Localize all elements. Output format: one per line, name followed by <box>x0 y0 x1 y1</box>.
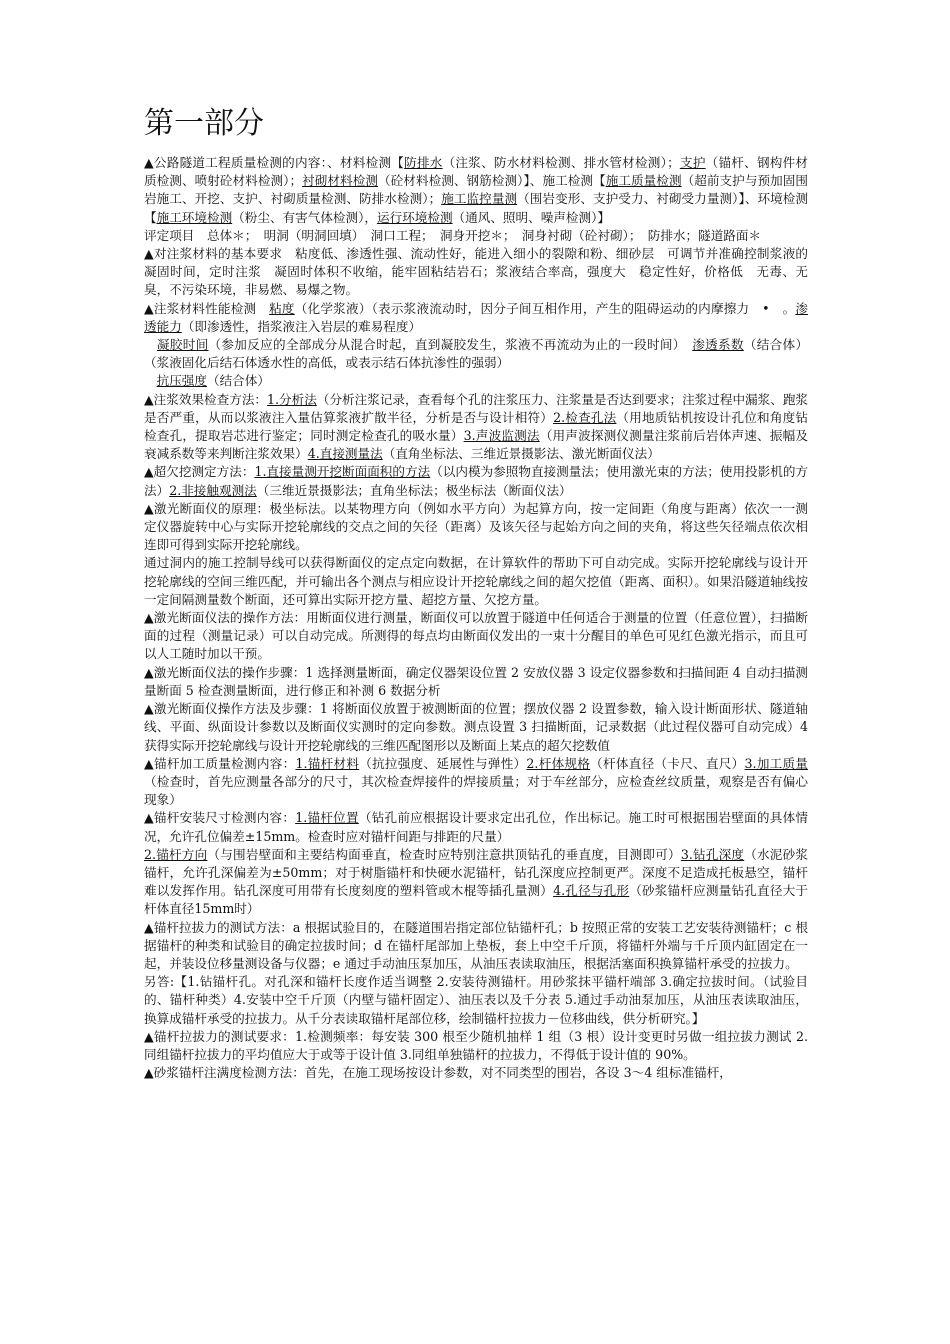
text-run <box>144 373 157 388</box>
paragraph <box>144 1064 808 1082</box>
paragraph <box>144 300 808 336</box>
underlined-term: 支护 <box>679 155 706 170</box>
underlined-term: 渗透能力 <box>144 300 808 334</box>
text-run: ▲注浆效果检查方法： <box>144 391 268 407</box>
underlined-term: 2.锚杆方向 <box>144 846 208 862</box>
text-run: ▲激光断面仪的原理：极坐标法。以某物理方向（例如水平方向）为起算方向，按一定间距（角度与距离）依次一一测定仪器旋转中心与实际开挖轮廓线的交点之间的矢径（距离）及该矢径与起始方向之间的夹角，将这些矢径端点依次相连即可得到实际开挖轮廓线。 <box>144 500 808 553</box>
underlined-term: 粘度 <box>269 300 295 316</box>
text-run: （抗拉强度、延展性与弹性） <box>359 755 527 771</box>
underlined-term: 渗透系数 <box>692 337 744 353</box>
text-run: （通风、照明、噪声检测）】 <box>452 209 610 225</box>
text-run: （砼材料检测、钢筋检测）】、施工检测【 <box>378 173 606 189</box>
underlined-term: 2.非接触观测法 <box>169 482 257 498</box>
paragraph <box>144 463 808 499</box>
paragraph <box>144 664 808 700</box>
text-run: （与围岩壁面和主要结构面垂直，检查时应特别注意拱顶钻孔的垂直度，目测即可） <box>207 846 681 862</box>
text-run: （三维近景摄影法；直角坐标法；极坐标法（断面仪法） <box>256 482 572 498</box>
paragraph <box>144 700 808 755</box>
underlined-term: 1.锚杆位置 <box>295 810 359 826</box>
underlined-term: 2.检查孔法 <box>553 409 617 425</box>
underlined-term: 3.声波监测法 <box>463 428 540 444</box>
paragraph <box>144 554 808 609</box>
paragraph <box>144 245 808 300</box>
paragraph <box>144 227 808 245</box>
text-run: ▲锚杆拉拔力的测试要求：1.检测频率：每安装 300 根至少随机抽样 1 组（3 根）设计变更时另做一组拉拔力测试 2.同组锚杆拉拔力的平均值应大于或等于设计值 3.同组单独锚杆的拉拔力，不得低于设计值的 90%。 <box>144 1028 808 1062</box>
underlined-term: 1.直接量测开挖断面面积的方法 <box>254 464 431 480</box>
page-title: 第一部分 <box>144 106 264 141</box>
text-run: （水泥砂浆锚杆，允许孔深偏差为±50mm；对于树脂锚杆和快硬水泥锚杆，钻孔深度应控制更严。深度不足造成托板悬空，锚杆难以发挥作用。钻孔深度可用带有长度刻度的塑料管或木棍等插孔量测） <box>144 846 808 899</box>
paragraph <box>144 1028 808 1064</box>
underlined-term: 3.钻孔深度 <box>680 846 745 862</box>
text-run: ▲激光断面仪法的操作步骤：1 选择测量断面，确定仪器架设位置 2 安放仪器 3 设定仪器参数和扫描间距 4 自动扫描测量断面 5 检查测量断面，进行修正和补测 6 数据分析 <box>144 664 808 698</box>
underlined-term: 施工监控量测 <box>441 191 518 207</box>
text-run: （超前支护与预加固围岩施工、开挖、支护、衬砌质量检测、防排水检测）； <box>144 173 809 207</box>
text-run: （参加反应的全部成分从混合时起，直到凝胶发生，浆液不再流动为止的一段时间） <box>208 337 693 353</box>
text-run: （分析注浆记录，查看每个孔的注浆压力、注浆量是否达到要求；注浆过程中漏浆、跑浆是否严重，从而以浆液注入量估算浆液扩散半径，分析是否与设计相符） <box>144 391 808 425</box>
text-run: ▲锚杆拉拔力的测试方法：a 根据试验目的，在隧道围岩指定部位钻锚杆孔；b 按照正常的安装工艺安装待测锚杆；c 根据锚杆的种类和试验目的确定拉拔时间；d 在锚杆尾部加上垫板，套上中空千斤顶，将锚杆外端与千斤顶内缸固定在一起，并装设位移量测设备与仪器；e 通过手动油压泵加压，从油压表读取油压，根据活塞面积换算锚杆承受的拉拔力。 <box>144 919 808 971</box>
text-run: （用地质钻机按设计孔位和角度钻检查孔，提取岩芯进行鉴定；同时测定检查孔的吸水量） <box>144 409 808 444</box>
paragraph <box>144 609 808 664</box>
text-run: （砂浆锚杆应测量钻孔直径大于杆体直径15mm时） <box>144 883 808 917</box>
underlined-term: 运行环境检测 <box>376 209 453 225</box>
underlined-term: 防排水 <box>404 155 443 170</box>
text-run: （钻孔前应根据设计要求定出孔位，作出标记。施工时可根据围岩壁面的具体情况，允许孔位偏差±15mm。检查时应对锚杆间距与排距的尺量） <box>144 810 809 844</box>
text-run: （以内模为参照物直接测量法；使用激光束的方法；使用投影机的方法） <box>144 464 808 498</box>
text-run: （结合体） <box>206 373 270 389</box>
underlined-term: 2.杆体规格 <box>526 755 591 771</box>
document-body <box>144 154 808 1082</box>
text-run: （结合体）（浆液固化后结石体透水性的高低，或表示结石体抗渗性的强弱） <box>144 337 809 371</box>
text-run: ▲锚杆加工质量检测内容： <box>144 755 296 771</box>
text-run: （检查时，首先应测量各部分的尺寸，其次检查焊接件的焊接质量；对于车丝部分，应检查丝纹质量，观察是否有偏心现象） <box>144 773 808 808</box>
paragraph <box>144 154 808 227</box>
underlined-term: 3.加工质量 <box>744 755 808 771</box>
underlined-term: 4.孔径与孔形 <box>553 883 630 899</box>
paragraph <box>144 372 808 390</box>
text-run: ▲激光断面仪法的操作方法：用断面仪进行测量，断面仪可以放置于隧道中任何适合于测量的位置（任意位置），扫描断面的过程（测量记录）可以自动完成。所测得的每点均由断面仪发出的一束十分醒目的单色可见红色激光指示，而且可以人工随时加以干预。 <box>144 610 808 662</box>
paragraph <box>144 391 808 464</box>
paragraph <box>144 755 808 810</box>
underlined-term: 凝胶时间 <box>156 337 209 353</box>
text-run: ▲注浆材料性能检测 <box>144 300 270 316</box>
text-run: （用声波探测仪测量注浆前后岩体声速、振幅及衰减系数等来判断注浆效果） <box>144 428 808 462</box>
text-run: ▲公路隧道工程质量检测的内容：、材料检测【 <box>144 155 405 170</box>
paragraph <box>144 809 808 845</box>
text-run <box>144 337 157 352</box>
text-run: （注浆、防水材料检测、排水管材检测）； <box>442 155 680 170</box>
paragraph <box>144 336 808 372</box>
text-run: 评定项目 总体＊； 明洞（明洞回填） 洞口工程； 洞身开挖＊； 洞身衬砌（砼衬砌）； 防排水；隧道路面＊ <box>144 227 762 243</box>
underlined-term: 施工环境检测 <box>156 209 233 225</box>
document-page <box>144 0 808 1082</box>
underlined-term: 4.直接测量法 <box>307 446 383 462</box>
underlined-term: 衬砌材料检测 <box>302 173 378 189</box>
underlined-term: 施工质量检测 <box>605 173 682 189</box>
text-run: ▲锚杆安装尺寸检测内容： <box>144 810 296 826</box>
underlined-term: 抗压强度 <box>156 373 207 389</box>
text-run: （杆体直径（卡尺、直尺） <box>590 755 745 771</box>
underlined-term: 1.分析法 <box>267 391 317 407</box>
text-run: 另答:【1.钻锚杆孔。对孔深和锚杆长度作适当调整 2.安装待测锚杆。用砂浆抹平锚杆端部 3.确定拉拔时间。（试验目的、锚杆种类）4.安装中空千斤顶（内壁与锚杆固定）、油压表以及千分表 5.通过手动油泵加压，从油压表读取油压，换算成锚杆承受的拉拔力。从千分表读取锚杆尾部位移，绘制锚杆拉拔力－位移曲线，供分析研究。】 <box>144 974 808 1026</box>
paragraph <box>144 500 808 555</box>
text-run: ▲砂浆锚杆注满度检测方法：首先，在施工现场按设计参数，对不同类型的围岩，各设 3～4 组标准锚杆， <box>144 1065 732 1081</box>
text-run: （粉尘、有害气体检测）， <box>232 209 377 225</box>
text-run: （化学浆液）（表示浆液流动时，因分子间互相作用，产生的阻碍运动的内摩擦力 • 。 <box>294 300 796 316</box>
paragraph <box>144 846 808 919</box>
text-run: ▲超欠挖测定方法： <box>144 464 255 480</box>
paragraph <box>144 973 808 1028</box>
text-run: ▲激光断面仪操作方法及步骤：1 将断面仪放置于被测断面的位置；摆放仪器 2 设置参数，输入设计断面形状、隧道轴线、平面、纵面设计参数以及断面仪实测时的定向参数。测点设置 3 扫描断面，记录数据（此过程仪器可自动完成）4 获得实际开挖轮廓线与设计开挖轮廓线的三维匹配图形以及断面上某点的超欠挖数值 <box>144 701 808 753</box>
paragraph <box>144 919 808 974</box>
text-run: （即渗透性，指浆液注入岩层的难易程度） <box>181 318 422 334</box>
text-run: （直角坐标法、三维近景摄影法、激光断面仪法） <box>382 446 660 462</box>
text-run: （围岩变形、支护受力、衬砌受力量测）】、环境检测【 <box>144 191 809 225</box>
text-run: 通过洞内的施工控制导线可以获得断面仪的定点定向数据，在计算软件的帮助下可自动完成。实际开挖轮廓线与设计开挖轮廓线的空间三维匹配，并可输出各个测点与相应设计开挖轮廓线之间的超欠挖值（距离、面积）。如果沿隧道轴线按一定间隔测量数个断面，还可算出实际开挖方量、超挖方量、欠挖方量。 <box>144 555 808 607</box>
text-run: ▲对注浆材料的基本要求 粘度低、渗透性强、流动性好，能进入细小的裂隙和粉、细砂层 可调节并准确控制浆液的凝固时间，定时注浆 凝固时体积不收缩，能牢固粘结岩石；浆液结合率高，强度大 稳定性好，价格低 无毒、无臭，不污染环境，非易燃、易爆之物。 <box>144 246 808 298</box>
underlined-term: 1.锚杆材料 <box>295 755 360 771</box>
text-run: （锚杆、钢构件材质检测、喷射砼材料检测）； <box>144 155 809 189</box>
